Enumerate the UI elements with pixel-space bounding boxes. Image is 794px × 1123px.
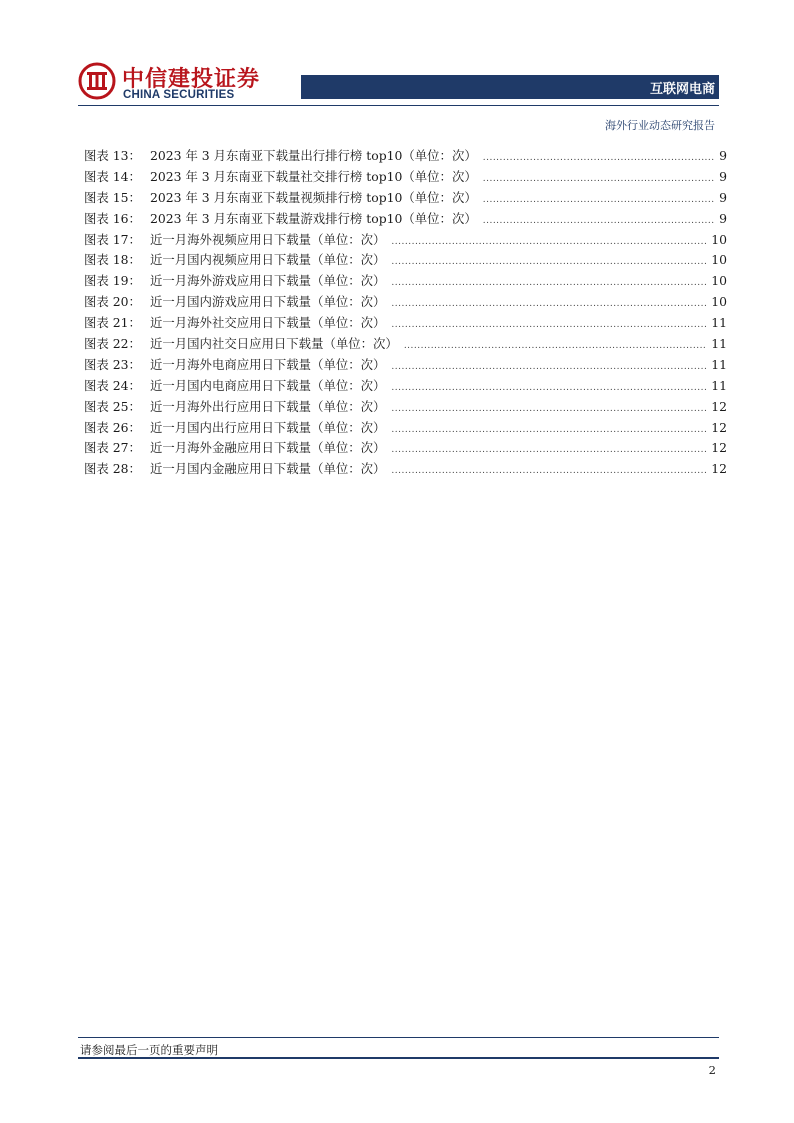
toc-entry-label: 图表 28： (84, 461, 141, 477)
toc-entry[interactable] (84, 459, 727, 480)
toc-dot-leader (404, 341, 707, 351)
toc-entry-page: 11 (711, 377, 727, 393)
section-title: 互联网电商 (649, 82, 715, 97)
toc-entry[interactable] (84, 418, 727, 439)
toc-entry-title: 近一月国内金融应用日下载量（单位：次） (150, 461, 386, 477)
toc-entry-label: 图表 20： (84, 294, 141, 310)
toc-dot-leader (391, 278, 707, 288)
header-divider (78, 105, 719, 106)
toc-entry-page: 9 (719, 189, 727, 205)
citic-logo-icon (78, 62, 116, 100)
toc-dot-leader (483, 153, 715, 163)
toc-entry-label: 图表 17： (84, 231, 141, 247)
toc-entry-label: 图表 23： (84, 356, 141, 372)
toc-entry-label: 图表 15： (84, 189, 141, 205)
logo-english-name: CHINA SECURITIES (123, 89, 235, 101)
toc-entry-title: 近一月海外视频应用日下载量（单位：次） (150, 231, 386, 247)
toc-entry-title: 近一月国内社交日应用日下载量（单位：次） (150, 336, 398, 352)
toc-entry[interactable] (84, 167, 727, 188)
toc-entry-title: 近一月海外金融应用日下载量（单位：次） (150, 440, 386, 456)
toc-entry[interactable] (84, 188, 727, 209)
toc-entry-page: 12 (711, 440, 727, 456)
toc-entry-label: 图表 26： (84, 419, 141, 435)
toc-entry-page: 9 (719, 148, 727, 163)
toc-dot-leader (391, 237, 707, 247)
toc-entry-title: 近一月海外出行应用日下载量（单位：次） (150, 398, 386, 414)
report-type: 海外行业动态研究报告 (605, 119, 715, 132)
toc-dot-leader (391, 383, 707, 393)
toc-entry-title: 近一月国内视频应用日下载量（单位：次） (150, 252, 386, 268)
page-number: 2 (708, 1063, 716, 1077)
toc-entry-label: 图表 14： (84, 168, 141, 184)
toc-entry[interactable] (84, 313, 727, 334)
toc-entry-title: 2023 年 3 月东南亚下载量社交排行榜 top10（单位：次） (150, 168, 477, 184)
toc-entry[interactable] (84, 230, 727, 251)
footer-divider-thick (78, 1057, 719, 1059)
toc-entry[interactable] (84, 397, 727, 418)
toc-entry-page: 9 (719, 168, 727, 184)
toc-entry-label: 图表 13： (84, 148, 141, 163)
toc-entry-page: 9 (719, 210, 727, 226)
toc-entry-page: 10 (711, 273, 727, 289)
toc-entry-label: 图表 24： (84, 377, 141, 393)
toc-entry-label: 图表 18： (84, 252, 141, 268)
toc-entry-page: 11 (711, 356, 727, 372)
section-header-bar (301, 75, 719, 99)
disclaimer-note: 请参阅最后一页的重要声明 (80, 1043, 218, 1057)
toc-dot-leader (391, 320, 707, 330)
toc-entry-title: 近一月国内游戏应用日下载量（单位：次） (150, 294, 386, 310)
toc-dot-leader (391, 257, 707, 267)
toc-entry-title: 2023 年 3 月东南亚下载量游戏排行榜 top10（单位：次） (150, 210, 477, 226)
toc-entry[interactable] (84, 146, 727, 167)
toc-entry-title: 近一月海外社交应用日下载量（单位：次） (150, 315, 386, 331)
toc-entry-title: 2023 年 3 月东南亚下载量出行排行榜 top10（单位：次） (150, 148, 477, 163)
toc-entry-label: 图表 27： (84, 440, 141, 456)
toc-entry[interactable] (84, 271, 727, 292)
toc-entry-page: 11 (711, 336, 727, 352)
toc-entry-page: 10 (711, 231, 727, 247)
toc-entry-page: 12 (711, 398, 727, 414)
logo-chinese-name: 中信建投证券 (122, 67, 261, 92)
toc-entry-label: 图表 16： (84, 210, 141, 226)
toc-dot-leader (483, 174, 715, 184)
toc-entry[interactable] (84, 250, 727, 271)
toc-dot-leader (483, 195, 715, 205)
toc-dot-leader (391, 362, 707, 372)
footer-divider-thin (78, 1037, 719, 1038)
toc-entry-page: 11 (711, 315, 727, 331)
toc-entry[interactable] (84, 292, 727, 313)
toc-dot-leader (391, 445, 707, 455)
toc-dot-leader (391, 404, 707, 414)
toc-entry-title: 近一月海外电商应用日下载量（单位：次） (150, 356, 386, 372)
toc-entry[interactable] (84, 355, 727, 376)
toc-entry-label: 图表 19： (84, 273, 141, 289)
toc-entry[interactable] (84, 334, 727, 355)
figure-index-list (84, 146, 727, 480)
toc-dot-leader (391, 466, 707, 476)
toc-dot-leader (483, 216, 715, 226)
toc-entry-title: 近一月国内出行应用日下载量（单位：次） (150, 419, 386, 435)
toc-entry-title: 2023 年 3 月东南亚下载量视频排行榜 top10（单位：次） (150, 189, 477, 205)
toc-entry-page: 10 (711, 294, 727, 310)
company-logo (78, 62, 261, 104)
toc-entry-label: 图表 25： (84, 398, 141, 414)
toc-entry-title: 近一月国内电商应用日下载量（单位：次） (150, 377, 386, 393)
toc-entry-label: 图表 22： (84, 336, 141, 352)
toc-entry-label: 图表 21： (84, 315, 141, 331)
toc-entry[interactable] (84, 209, 727, 230)
toc-entry-page: 12 (711, 419, 727, 435)
toc-entry-page: 10 (711, 252, 727, 268)
toc-entry-title: 近一月海外游戏应用日下载量（单位：次） (150, 273, 386, 289)
toc-dot-leader (391, 425, 707, 435)
toc-entry[interactable] (84, 376, 727, 397)
toc-entry-page: 12 (711, 461, 727, 477)
toc-entry[interactable] (84, 438, 727, 459)
toc-dot-leader (391, 299, 707, 309)
